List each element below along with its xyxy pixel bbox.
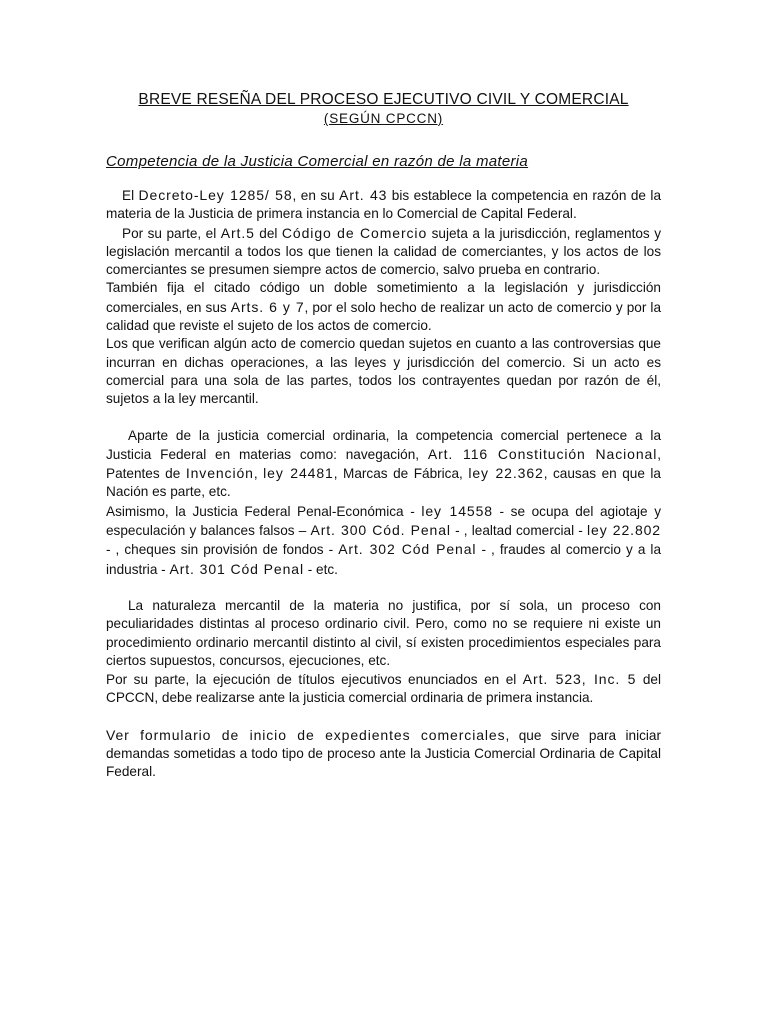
text-run: - , cheques sin provisión de fondos - [106,542,339,558]
reference-art-5: Art.5 [220,224,255,241]
text-run: - se ocupa del agiotaje y especulación y balances falsos – [106,503,661,539]
reference-arts-6-7: Arts. 6 y 7 [230,298,305,315]
reference-art-301: Art. 301 Cód Penal [169,560,304,577]
document-body [106,90,661,782]
text-run: , Patentes de [106,446,661,482]
paragraph-formulario [106,726,661,782]
text-run: - etc. [303,561,338,577]
reference-art-300: Art. 300 Cód. Penal [310,522,451,539]
paragraph-naturaleza-mercantil: La naturaleza mercantil de la materia no justifica, por sí sola, un proceso con peculiaridades distintas al proceso ordinario civil. Pero, como no se requiere ni existe un procedimiento ordinario mercantil distinto al civil, sí existen procedimientos especiales para ciertos supuestos, concursos, ejecuciones, etc. [106,597,661,668]
text-run: Asimismo, la Justicia Federal Penal-Económica - [106,503,422,519]
reference-codigo-comercio: Código de Comercio [281,224,428,241]
reference-art-116: Art. 116 Constitución Nacional [427,445,658,462]
reference-ley-22362: ley 22.362 [468,465,544,482]
text-run: del [254,225,282,241]
text-run: , en su [292,188,340,203]
reference-art-302: Art. 302 Cód Penal [338,541,477,558]
paragraph-decreto-ley [106,186,661,224]
text-run: , Marcas de Fábrica, [333,466,469,482]
document-title: BREVE RESEÑA DEL PROCESO EJECUTIVO CIVIL Y COMERCIAL [138,91,629,108]
reference-decreto-ley: Decreto-Ley 1285/ 58 [138,187,293,203]
text-run: Por su parte, la ejecución de títulos ejecutivos enunciados en el [106,672,523,688]
text-run: sujeta a la jurisdicción, reglamentos y legislación mercantil a todos los que tienen la calidad de comerciantes, y los actos de los comerciantes se presumen siempre actos de comercio, salvo prueba en contrario. [106,225,661,278]
text-run: También fija el citado código un doble sometimiento a la legislación y jurisdicción comerciales, en sus [106,280,661,315]
reference-ley-24481: ley 24481 [263,465,334,482]
spacer [106,409,661,427]
text-run: , [253,466,264,482]
reference-ley-22802: ley 22.802 [587,522,661,539]
text-run: - , fraudes al comercio y a la industria - [106,542,662,577]
reference-ley-14558: ley 14558 [421,502,493,519]
text-run: , que sirve para iniciar demandas sometidas a todo tipo de proceso ante la Justicia Comercial Ordinaria de Capital Federal. [106,727,662,780]
text-run: del CPCCN, debe realizarse ante la justicia comercial ordinaria de primera instancia. [106,672,661,706]
text-run: Por su parte, el [122,225,221,241]
text-run: - , lealtad comercial - [450,523,587,539]
text-run: , causas en que la Nación es parte, etc. [106,466,661,500]
reference-art-43: Art. 43 [339,187,388,203]
paragraph-titulos-ejecutivos [106,670,661,708]
text-run: Aparte de la justicia comercial ordinaria, la competencia comercial pertenece a la Justicia Federal en materias como: navegación, [106,427,661,462]
paragraph-codigo-comercio [106,224,661,280]
paragraph-doble-sometimiento [106,279,661,335]
spacer [106,579,661,597]
formulario-link-text: Ver formulario de inicio de expedientes comerciales [106,726,506,743]
reference-art-523: Art. 523, Inc. 5 [522,671,637,688]
paragraph-actos-comercio: Los que verifican algún acto de comercio quedan sujetos en cuanto a las controversias que incurran en dichas operaciones, a las leyes y jurisdicción del comercio. Si un acto es comercial para una sola de las partes, todos los contrayentes quedan por razón de él, sujetos a la ley mercantil. [106,336,661,407]
paragraph-justicia-federal [106,427,661,502]
text-run: , por el solo hecho de realizar un acto de comercio y por la calidad que reviste el sujeto de los actos de comercio. [106,299,662,334]
section-heading: Competencia de la Justicia Comercial en razón de la materia [106,153,529,170]
text-run: bis establece la competencia en razón de la materia de la Justicia de primera instancia en lo Comercial de Capital Federal. [106,188,661,222]
paragraph-penal-economica [106,502,661,579]
spacer [106,708,661,726]
text-run: Invención [185,465,254,482]
document-subtitle: (SEGÚN CPCCN) [323,111,444,126]
text-run: El [122,188,139,203]
